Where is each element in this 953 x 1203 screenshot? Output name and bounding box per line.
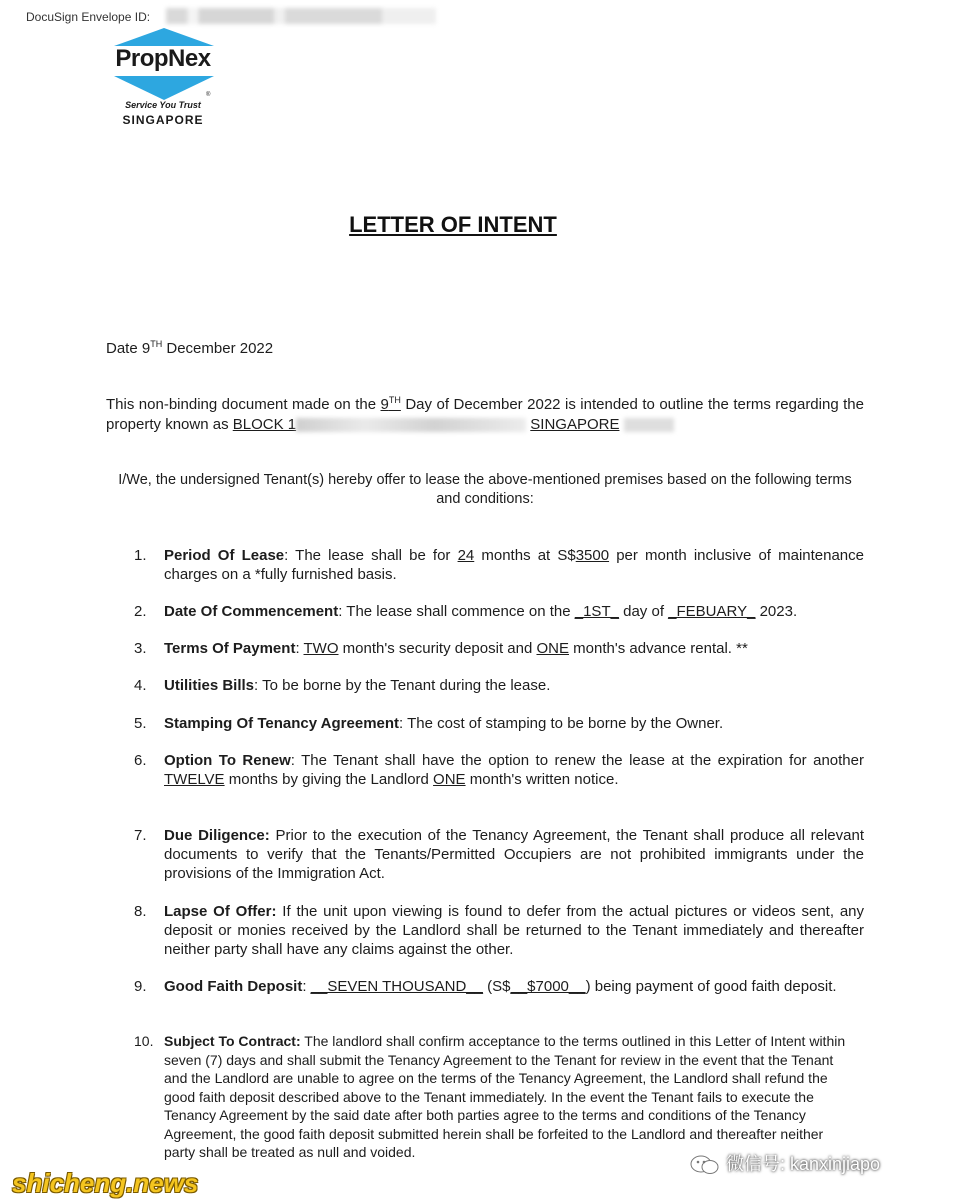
term-item: 7. Due Diligence: Prior to the execution of the Tenancy Agreement, the Tenant shall produce all relevant documents to verify that the Tenants/Permitted Occupiers are not prohibited immigrants under the provisions of the Immigration Act. [134, 827, 865, 882]
term-number: 9. [134, 978, 147, 995]
intro-day: 9TH [380, 395, 401, 413]
deposit-amount: __$7000__ [510, 978, 586, 995]
term-heading: Due Diligence: [164, 827, 270, 844]
property-country: SINGAPORE [530, 416, 620, 433]
term-heading: Utilities Bills [164, 677, 255, 694]
property-block: BLOCK 1 [232, 416, 297, 433]
advance-months: ONE [536, 640, 569, 657]
watermark-wechat [690, 1150, 940, 1176]
document-title: LETTER OF INTENT [349, 212, 557, 237]
watermark-site: shicheng.news [12, 1168, 199, 1198]
term-heading: Terms Of Payment [164, 640, 296, 657]
term-number: 6. [134, 752, 147, 769]
term-item: 4. Utilities Bills: To be borne by the Tenant during the lease. [134, 677, 551, 694]
term-item: 2. Date Of Commencement: The lease shall commence on the _1ST_ day of _FEBUARY_ 2023. [134, 603, 798, 620]
offer-paragraph: I/We, the undersigned Tenant(s) hereby offer to lease the above-mentioned premises based on the following terms and conditions: [118, 472, 852, 507]
date-rest: December 2022 [162, 340, 274, 357]
term-heading: Stamping Of Tenancy Agreement [164, 715, 400, 732]
wechat-icon [690, 1154, 720, 1176]
intro-text-1: This non-binding document made on the [106, 396, 381, 413]
redacted-address [296, 418, 526, 432]
term-item: 1. Period Of Lease: The lease shall be for 24 months at S$3500 per month inclusive of maintenance charges on a *fully furnished basis. [134, 547, 864, 583]
deposit-months: TWO [303, 640, 339, 657]
term-number: 10. [134, 1033, 154, 1049]
date-suffix: TH [150, 339, 163, 349]
term-number: 8. [134, 903, 147, 920]
logo-country: SINGAPORE [122, 113, 204, 127]
lease-months: 24 [457, 547, 475, 564]
commencement-day: _1ST_ [574, 603, 619, 620]
term-item: 3. Terms Of Payment: TWO month's security deposit and ONE month's advance rental. ** [134, 640, 748, 657]
term-number: 1. [134, 547, 147, 564]
monthly-rent: 3500 [575, 547, 610, 564]
logo-triangle-up [114, 28, 214, 46]
term-item: 5. Stamping Of Tenancy Agreement: The cost of stamping to be borne by the Owner. [134, 715, 724, 732]
term-heading: Lapse Of Offer: [164, 903, 277, 920]
term-number: 7. [134, 827, 147, 844]
term-heading: Date Of Commencement [164, 603, 339, 620]
term-item: 6. Option To Renew: The Tenant shall have the option to renew the lease at the expiration for another TWELVE months by giving the Landlord ONE month's written notice. [134, 752, 864, 788]
term-heading: Period Of Lease [164, 547, 285, 564]
propnex-logo [108, 28, 218, 132]
document-date [106, 340, 273, 357]
term-heading: Subject To Contract: [164, 1033, 301, 1049]
redacted-envelope-id [166, 8, 436, 24]
commencement-month: _FEBUARY_ [668, 603, 756, 620]
intro-text-2: Day of December 2022 is intended to outline the terms regarding the property known as [106, 396, 864, 433]
term-number: 2. [134, 603, 147, 620]
watermark-wechat-text: 微信号: kanxinjiapo [726, 1154, 881, 1174]
renewal-months: TWELVE [164, 771, 225, 788]
term-number: 5. [134, 715, 147, 732]
redacted-postal [624, 418, 674, 432]
term-number: 3. [134, 640, 147, 657]
term-heading: Option To Renew [164, 752, 291, 769]
logo-tagline: Service You Trust [125, 100, 201, 110]
term-number: 4. [134, 677, 147, 694]
term-item: 8. Lapse Of Offer: If the unit upon viewing is found to defer from the actual pictures or videos sent, any deposit or monies received by the Landlord shall be returned to the Tenant immediately and thereafter neither party shall have any claims against the other. [134, 903, 864, 958]
logo-triangle-down [114, 76, 214, 100]
intro-paragraph [106, 395, 864, 435]
deposit-amount-words: __SEVEN THOUSAND__ [310, 978, 483, 995]
term-item: 10. Subject To Contract: The landlord shall confirm acceptance to the terms outlined in this Letter of Intent within seven (7) days and shall submit the Tenancy Agreement to the Tenant for review in the event that the Tenant and the Landlord are unable to agree on the terms of the Tenancy Agreement, the Landlord shall refund the good faith deposit described above to the Tenant immediately. In the event the Tenant fails to execute the Tenancy Agreement by the said date after both parties agree to the terms and conditions of the Tenancy Agreement, the good faith deposit submitted herein shall be forfeited to the Landlord and thereafter neither party shall be treated as null and voided. [134, 1033, 846, 1160]
date-prefix: Date 9 [106, 340, 151, 357]
term-heading: Good Faith Deposit [164, 978, 303, 995]
notice-months: ONE [433, 771, 466, 788]
logo-registered-mark: ® [206, 92, 211, 98]
logo-brand: PropNex [115, 45, 211, 72]
term-item: 9. Good Faith Deposit: __SEVEN THOUSAND__ (S$__$7000__) being payment of good faith deposit. [134, 978, 837, 995]
docusign-envelope-label: DocuSign Envelope ID: [26, 10, 151, 24]
